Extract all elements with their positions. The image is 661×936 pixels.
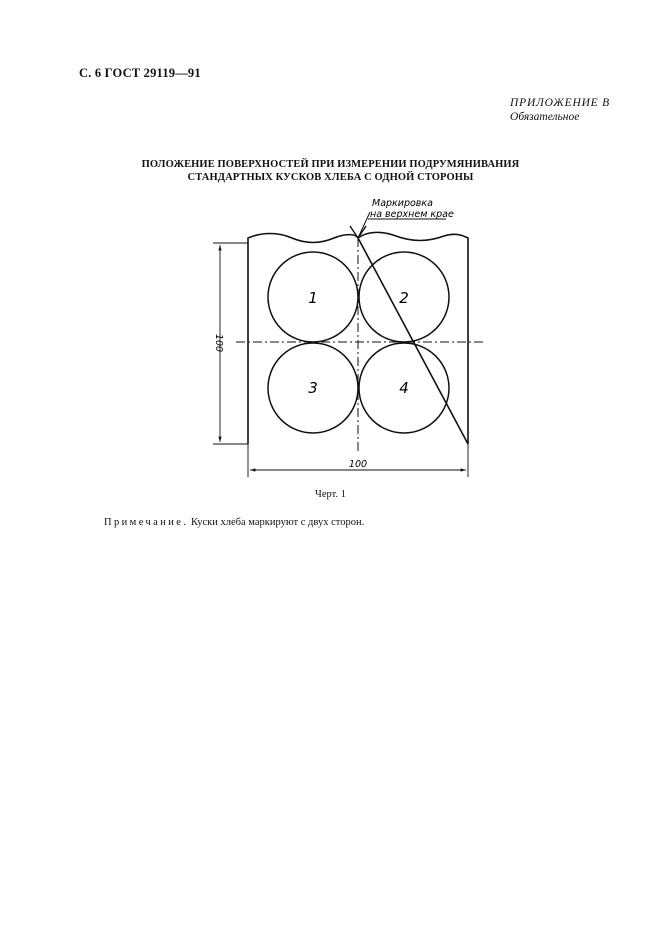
document-title-line-1: ПОЛОЖЕНИЕ ПОВЕРХНОСТЕЙ ПРИ ИЗМЕРЕНИИ ПОДРУМЯНИВАНИЯ	[141, 159, 520, 170]
document-title-line-2: СТАНДАРТНЫХ КУСКОВ ХЛЕБА С ОДНОЙ СТОРОНЫ	[187, 172, 474, 183]
marking-notch	[350, 226, 366, 238]
marking-label-line-1: Маркировка	[372, 198, 433, 209]
surface-label-1: 1	[308, 289, 318, 307]
height-dimension-label: 100	[213, 333, 224, 353]
note	[104, 517, 364, 528]
page-header: С. 6 ГОСТ 29119—91	[79, 66, 201, 80]
note-label: Примечание.	[104, 517, 189, 528]
width-dimension-label: 100	[348, 459, 368, 470]
marking-label-line-2: на верхнем крае	[370, 209, 454, 220]
surface-label-4: 4	[399, 379, 409, 397]
appendix-status: Обязательное	[510, 111, 580, 123]
note-text: Куски хлеба маркируют с двух сторон.	[188, 517, 365, 528]
figure-caption: Черт. 1	[315, 489, 346, 500]
surface-label-2: 2	[399, 289, 409, 307]
surface-label-3: 3	[308, 379, 318, 397]
appendix-title: ПРИЛОЖЕНИЕ В	[510, 97, 610, 109]
